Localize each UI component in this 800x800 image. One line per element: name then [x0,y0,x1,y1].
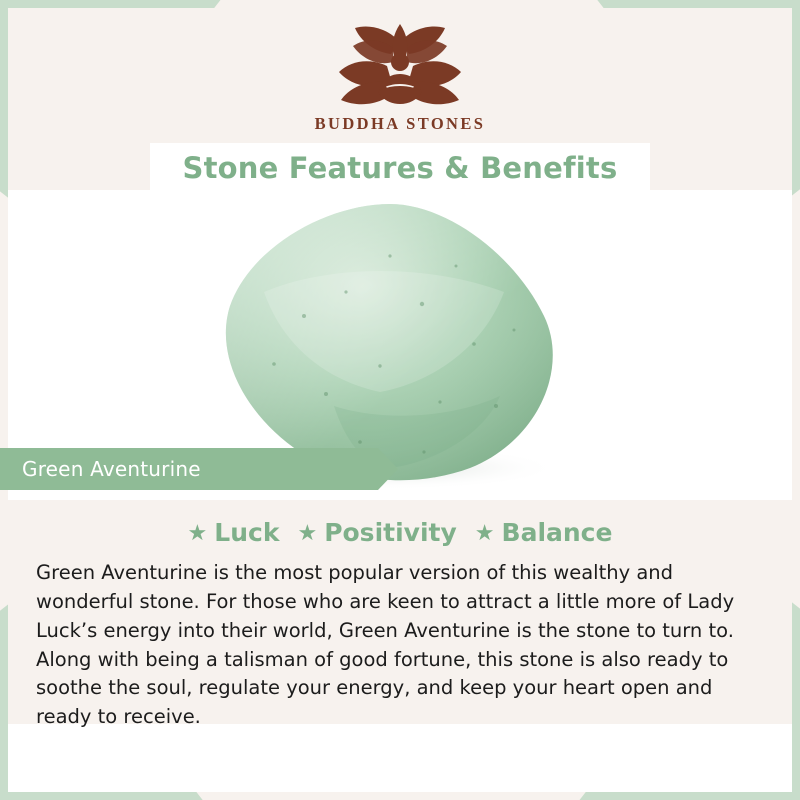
brand-name: BUDDHA STONES [314,114,486,133]
keyword-label: Positivity [324,518,457,547]
page-title: Stone Features & Benefits [182,151,618,185]
keyword-item [188,518,280,547]
keyword-label: Balance [501,518,613,547]
logo-wrap [0,0,800,134]
stone-name-label: Green Aventurine [22,457,201,481]
star-icon: ★ [187,519,208,545]
keyword-item [475,518,613,547]
lotus-meditation-figure-icon [325,18,475,110]
star-icon: ★ [297,519,318,545]
section-title-banner [150,143,650,193]
description-section [8,500,792,732]
keyword-list [8,518,792,547]
brand-header [0,0,800,134]
keyword-item [297,518,456,547]
bottom-strip [8,724,792,792]
keyword-label: Luck [214,518,280,547]
stone-name-tag [0,448,378,490]
star-icon: ★ [474,519,495,545]
description-text: Green Aventurine is the most popular version of this wealthy and wonderful stone. For those who are keen to attract a little more of Lady Luck’s energy into their world, Green Aventurine is the stone to turn to. Along with being a talisman of good fortune, this stone is also ready to soothe the soul, regulate your energy, and keep your heart open and ready to receive. [36,561,735,729]
